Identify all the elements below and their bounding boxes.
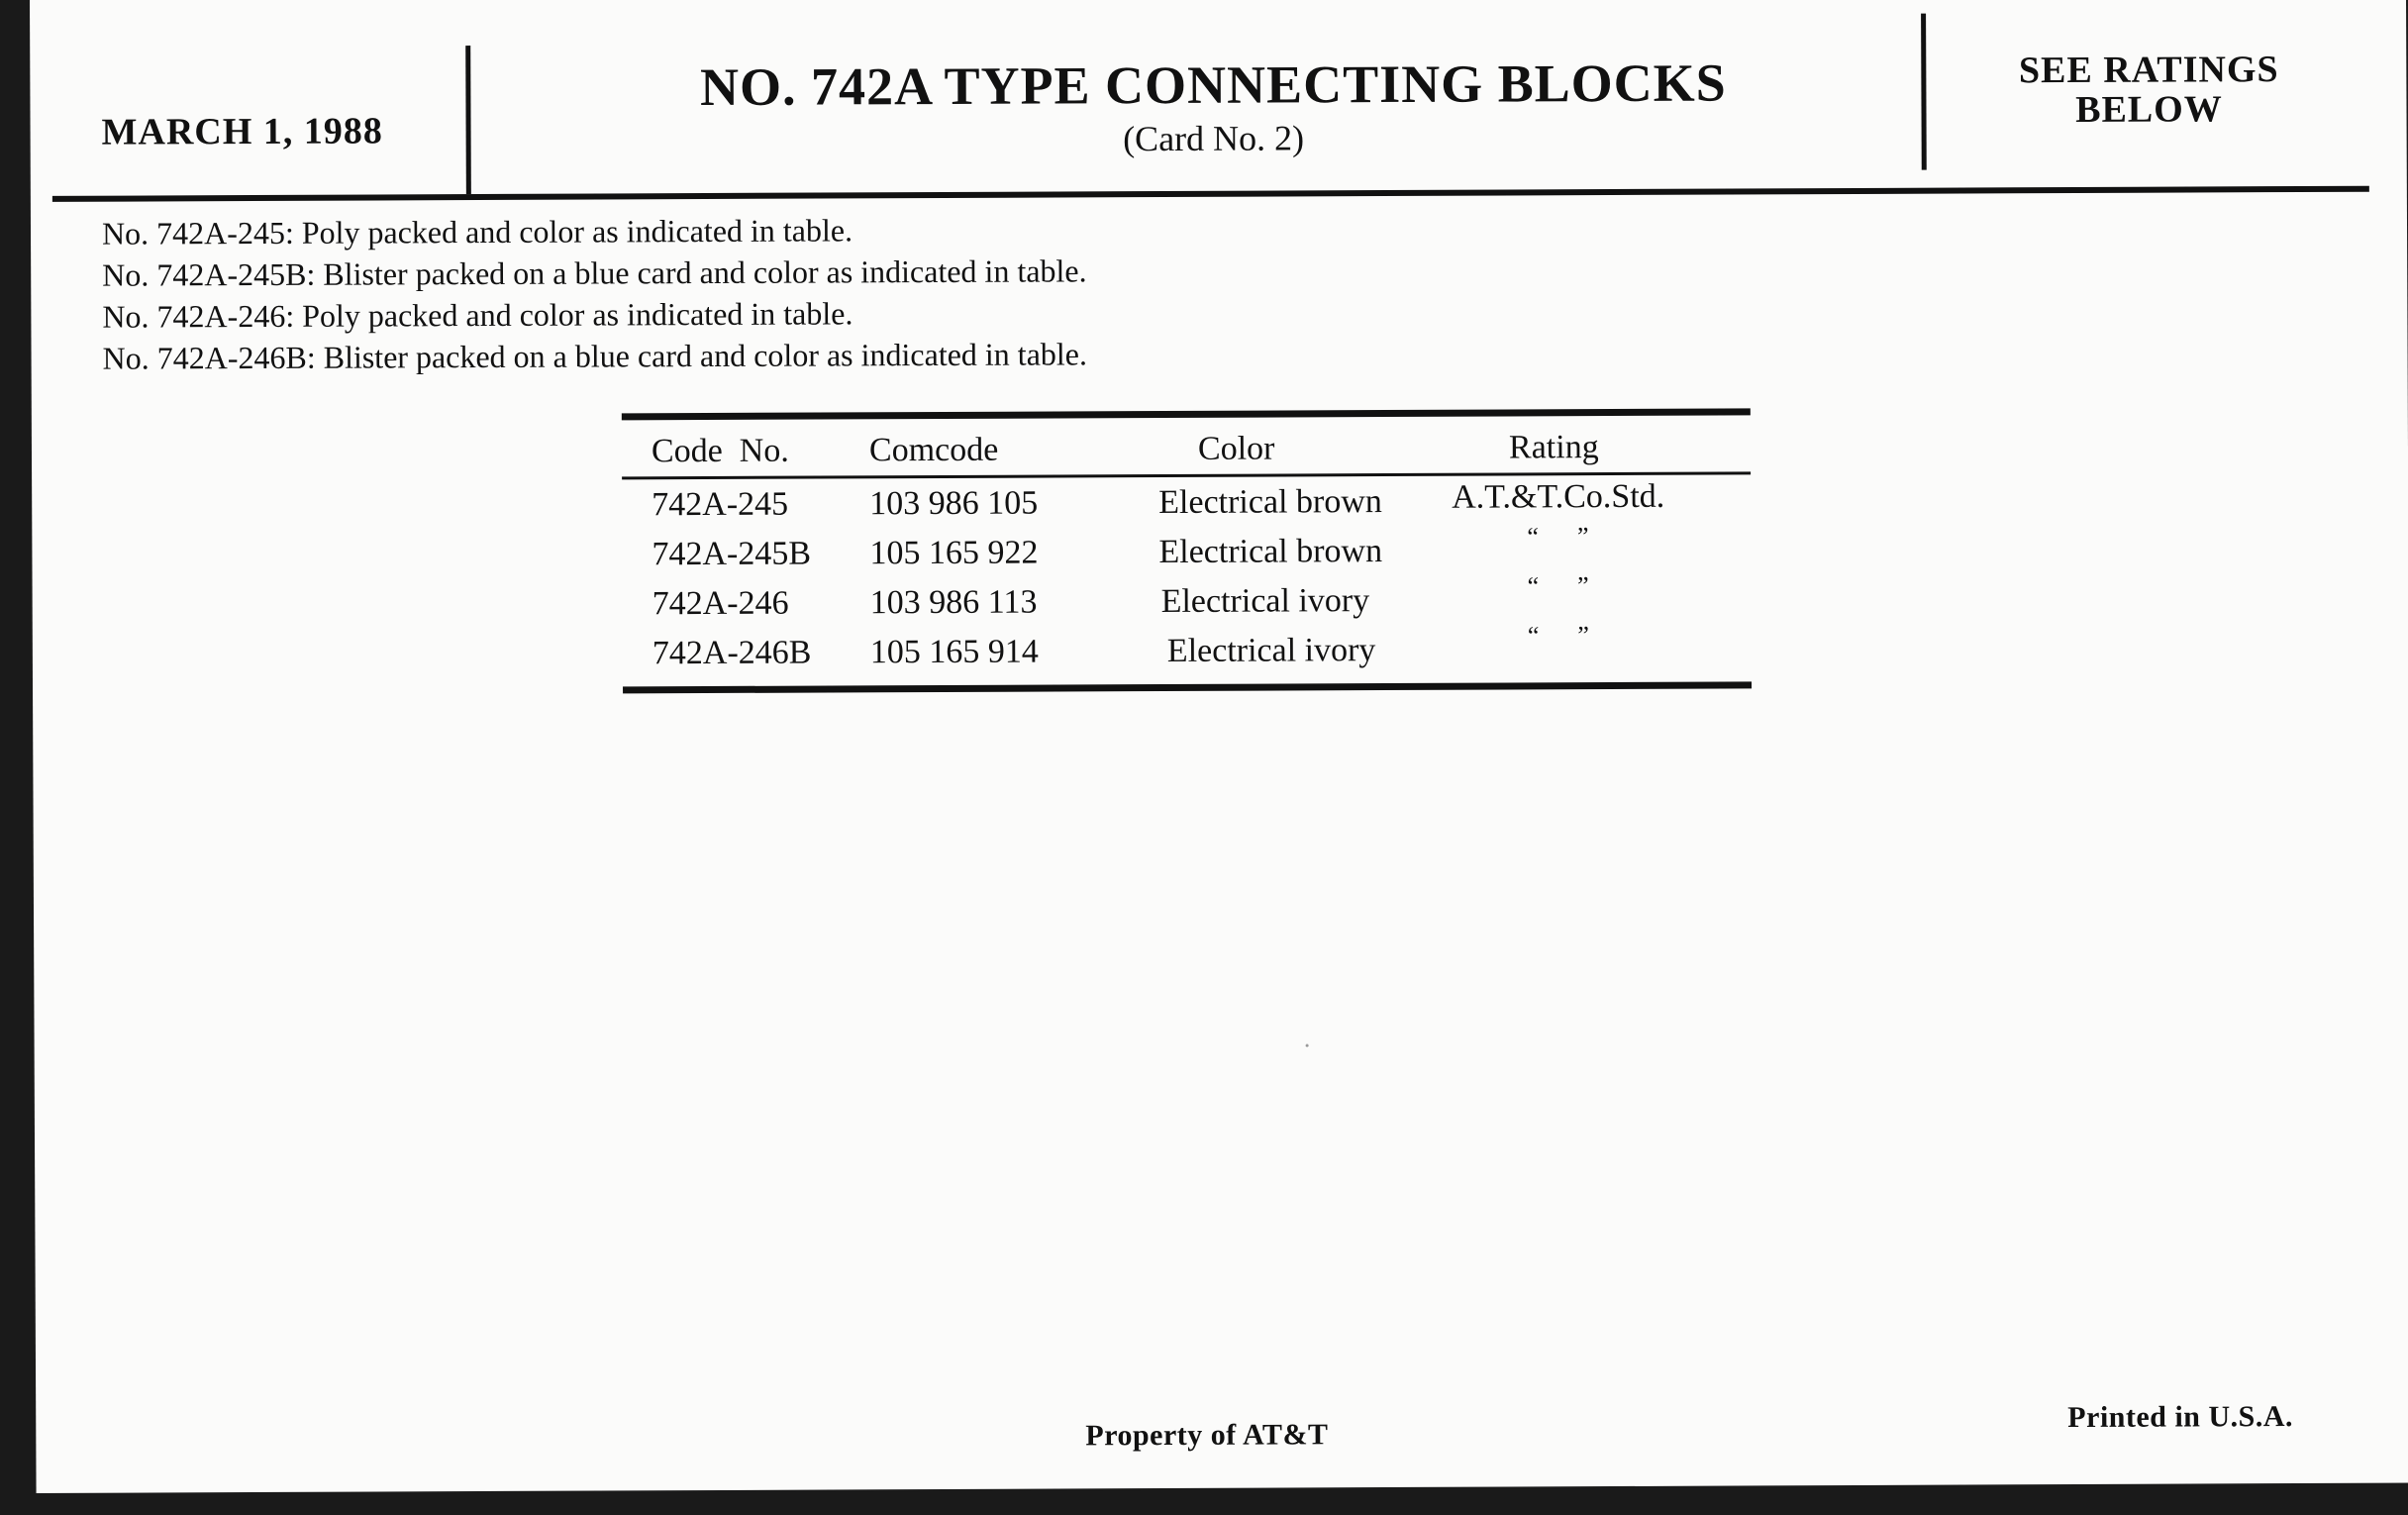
table-top-rule: [622, 408, 1751, 420]
card-number: (Card No. 2): [1123, 118, 1305, 159]
table-cell-code: 742A-246B: [652, 634, 812, 672]
footer-property: Property of AT&T: [1085, 1418, 1329, 1453]
column-header-comcode: Comcode: [868, 431, 999, 469]
table-cell-rating: A.T.&T.Co.Std.: [1452, 477, 1665, 516]
header-divider-right: [1921, 14, 1927, 170]
table-bottom-rule: [623, 681, 1752, 693]
table-cell-code: 742A-245B: [652, 535, 812, 573]
table-cell-comcode: 105 165 922: [869, 534, 1039, 572]
column-header-code: Code No.: [651, 432, 789, 470]
note-line: No. 742A-245B: Blister packed on a blue card and color as indicated in table.: [102, 252, 1087, 293]
column-header-color: Color: [1197, 430, 1275, 467]
footer-printed: Printed in U.S.A.: [2067, 1400, 2294, 1435]
card-date: MARCH 1, 1988: [101, 110, 383, 153]
table-cell-comcode: 105 165 914: [869, 633, 1039, 671]
table-cell-color: Electrical brown: [1158, 483, 1382, 522]
table-cell-color: Electrical brown: [1158, 533, 1383, 571]
note-line: No. 742A-245: Poly packed and color as indicated in table.: [101, 212, 853, 252]
header-rule: [52, 186, 2369, 202]
table-cell-color: Electrical ivory: [1160, 582, 1370, 621]
table-cell-rating: “ ”: [1527, 522, 1589, 552]
column-header-rating: Rating: [1508, 429, 1599, 466]
ratings-line-1: SEE RATINGS: [2018, 49, 2279, 92]
ratings-line-2: BELOW: [2075, 88, 2223, 131]
header-divider-left: [465, 46, 471, 194]
table-cell-color: Electrical ivory: [1166, 632, 1376, 669]
note-line: No. 742A-246: Poly packed and color as indicated in table.: [102, 295, 853, 335]
paper-speck: [1306, 1044, 1309, 1047]
catalog-card: [30, 0, 2408, 1493]
table-cell-rating: “ ”: [1527, 571, 1589, 601]
table-cell-code: 742A-246: [652, 584, 789, 623]
table-cell-rating: “ ”: [1527, 621, 1589, 651]
table-cell-comcode: 103 986 105: [869, 484, 1039, 523]
table-cell-code: 742A-245: [652, 485, 789, 524]
table-cell-comcode: 103 986 113: [869, 583, 1038, 622]
ratings-note: [1951, 50, 2347, 131]
note-line: No. 742A-246B: Blister packed on a blue card and color as indicated in table.: [102, 336, 1088, 376]
page-title: NO. 742A TYPE CONNECTING BLOCKS: [699, 52, 1727, 118]
